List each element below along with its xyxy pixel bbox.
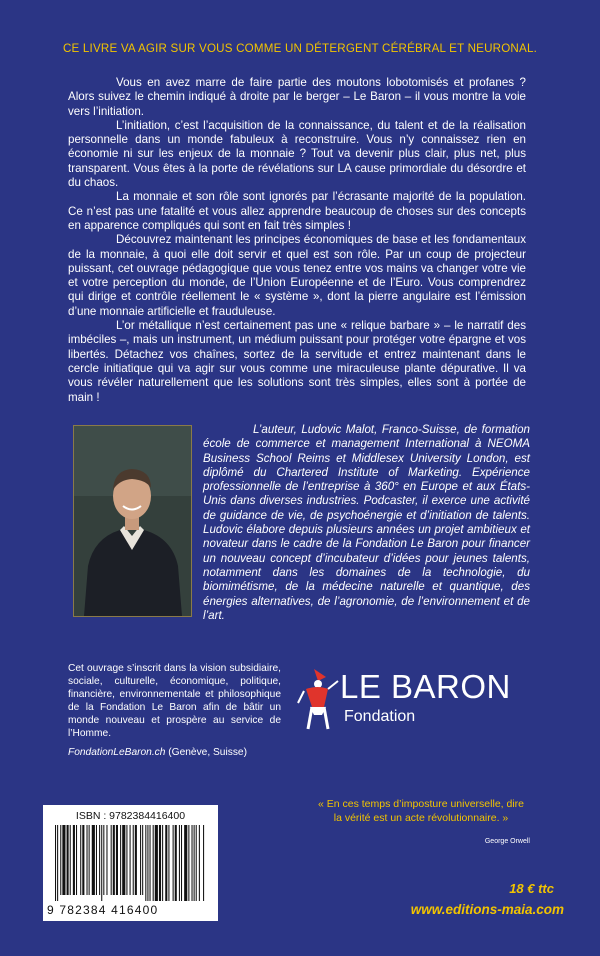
barcode-bar [184,825,187,901]
barcode-bar [194,825,195,901]
barcode-bar [168,825,169,901]
author-photo [73,425,192,617]
barcode-bar [175,825,177,901]
barcode-bar [70,825,71,895]
barcode-bar [159,825,161,901]
barcode-bar [150,825,151,901]
barcode-bar [135,825,137,895]
isbn-barcode [43,805,218,921]
orwell-quote [312,797,530,825]
barcode-bar [203,825,204,901]
quote-line: « En ces temps d’imposture universelle, dire [317,798,524,810]
vision-text: Cet ouvrage s’inscrit dans la vision subsidiaire, sociale, culturelle, économique, politique, financière, environnementale et philosophique de la Fondation Le Baron afin de bâtir un monde nouveau et prospère au service de l’Homme. [68,663,281,739]
logo-subtitle: Fondation [344,708,416,725]
barcode-bar [55,825,56,901]
barcode-bar [82,825,84,895]
barcode-bar [145,825,146,901]
barcode-bar [173,825,174,901]
intro-paragraph: Découvrez maintenant les principes économiques de base et les fondamentaux de la monnaie, à quoi elle doit servir et quel est son rôle. Par un coup de projecteur puissant, cet ouvrage pédagogique que vous tenez entre vos mains va changer votre vie et votre perception du monde, de l’Union Européenne et de l’Euro. Vous comprendrez qui dirige et contrôle réellement le « système », dont la pierre angulaire est l’émission d’une monnaie artificielle et frauduleuse. [68,233,526,318]
foundation-location: (Genève, Suisse) [168,747,247,758]
author-bio-text: L’auteur, Ludovic Malot, Franco-Suisse, de formation école de commerce et management International à NEOMA Business School Reims et Middlesex University London, est diplômé du Chartered Institute of Marketing. Expérience professionnelle de l’entreprise à 360° en Europe et aux États-Unis dans diverses industries. Podcaster, il exerce une activité de guidance de vie, de psychoénergie et d’initiation de talents. Ludovic élabore depuis plusieurs années un projet ambitieux et novateur dans le cadre de la Fondation Le Baron pour financer un nouveau concept d’incubateur d’idées pour jeunes talents, notamment dans les domaines de la technologie, du biomimétisme, de la médecine naturelle et quantique, des énergies alternatives, de l’agronomie, de l’environnement et de l’art. [203,423,530,622]
baron-figure-icon [296,667,340,733]
intro-paragraph: L’initiation, c’est l’acquisition de la connaissance, du talent et de la réalisation personnelle dans un monde fabuleux à reconstruire. Vous n’y connaissez rien en économie ni sur les enjeux de la monnaie ? Tout va devenir plus clair, plus net, plus transparent. Vous êtes à la porte de révélations sur LA cause primordiale du désordre et du chaos. [68,118,526,190]
barcode-bar [153,825,154,901]
quote-author: George Orwell [484,838,530,845]
barcode-bar [62,825,65,895]
barcode-bar [199,825,200,901]
barcode-bar [113,825,115,895]
barcode-bar [89,825,90,895]
barcode-bar [188,825,189,901]
intro-text [68,76,526,405]
author-portrait-icon [74,426,191,616]
intro-paragraph: La monnaie et son rôle sont ignorés par l’écrasante majorité de la population. Ce n’est pas une fatalité et vous allez apprendre beaucoup de choses sur des concepts en apparence compliqués qui sont en fait très simples ! [68,190,526,232]
barcode-bar [87,825,88,895]
barcode-bar [142,825,143,895]
barcode-bar [106,825,107,895]
barcode-bar [67,825,69,895]
barcode-bar [162,825,163,901]
barcode-bar [181,825,182,901]
quote-line: la vérité est un acte révolutionnaire. » [333,812,509,824]
barcode-bar [60,825,61,895]
barcode-bar [111,825,112,895]
barcode-bar [101,825,102,901]
barcode-bar [122,825,125,895]
barcode-bar [92,825,95,895]
barcode-bar [196,825,197,901]
barcode-bar [103,825,104,895]
intro-paragraph: L’or métallique n’est certainement pas une « relique barbare » – le narratif des imbéciles –, mais un instrument, un médium puissant pour protéger votre épargne et vos libertés. Détachez vos chaînes, sortez de la servitude et entrez maintenant dans le cercle initiatique qui va agir sur vous comme une miraculeuse plante dépurative. Il va vous révéler naturellement que les solutions sont très simples, elles sont à portée de main ! [68,319,526,404]
barcode-bars [53,825,208,901]
isbn-label: ISBN : 9782384416400 [75,810,186,822]
foundation-vision [68,662,281,759]
author-bio [203,423,530,623]
foundation-site-link[interactable]: FondationLeBaron.ch [68,747,166,758]
barcode-bar [147,825,148,901]
publisher-website[interactable]: www.editions-maia.com [410,902,564,917]
barcode-bar [165,825,167,901]
barcode-bar [120,825,121,895]
barcode-bar [155,825,158,901]
price: 18 € ttc [509,881,554,896]
barcode-bar [126,825,127,895]
barcode-bar [99,825,100,895]
intro-paragraph: Vous en avez marre de faire partie des moutons lobotomisés et profanes ? Alors suivez le chemin indiqué à droite par le berger – Le Baron – il vous montre la voie vers l’initiation. [68,76,526,118]
barcode-bar [133,825,134,895]
headline: CE LIVRE VA AGIR SUR VOUS COMME UN DÉTERGENT CÉRÉBRAL ET NEURONAL. [62,42,538,55]
barcode-bar [73,825,75,895]
foundation-site-line [68,746,281,759]
barcode-bar [140,825,141,895]
barcode-bar [57,825,58,901]
le-baron-logo [296,667,536,735]
logo-brand: LE BARON [340,668,511,705]
barcode-bar [179,825,180,901]
barcode-bar [192,825,193,901]
barcode-bar [76,825,77,895]
barcode-bar [96,825,97,895]
barcode-bar [116,825,118,895]
barcode-digits: 9 782384 416400 [47,903,159,917]
barcode-bar [80,825,81,895]
barcode-bar [130,825,131,895]
